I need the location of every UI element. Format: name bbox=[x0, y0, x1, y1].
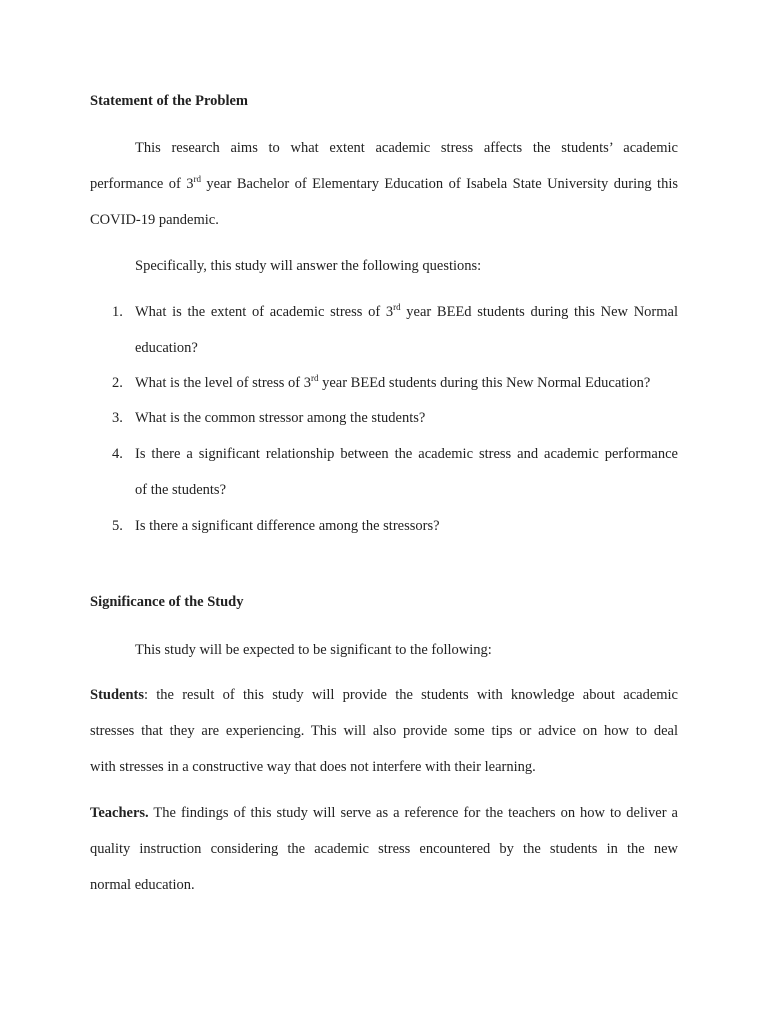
students-paragraph bbox=[90, 677, 678, 785]
question-number: 5. bbox=[112, 518, 123, 534]
students-line-3: with stresses in a constructive way that does not interfere with their learning. bbox=[90, 759, 536, 775]
question-text: Is there a significant relationship between the academic stress and academic performance of the students? bbox=[135, 446, 678, 498]
teachers-line-2: quality instruction considering the academic stress encountered by the students in the new bbox=[90, 841, 678, 857]
teachers-line-1: Teachers. The findings of this study will serve as a reference for the teachers on how to deliver a bbox=[90, 805, 678, 821]
question-number: 2. bbox=[112, 375, 123, 391]
students-line-1: Students: the result of this study will provide the students with knowledge about academic bbox=[90, 687, 678, 703]
question-text: What is the extent of academic stress of 3rd year BEEd students during this New Normal education? bbox=[135, 302, 678, 356]
statement-line-1: This research aims to what extent academic stress affects the students’ academic bbox=[135, 140, 678, 156]
students-line-2: stresses that they are experiencing. This will also provide some tips or advice on how to deal bbox=[90, 723, 678, 739]
teachers-line-3: normal education. bbox=[90, 877, 195, 893]
question-number: 1. bbox=[112, 304, 123, 320]
students-label: Students bbox=[90, 687, 144, 703]
questions-intro: Specifically, this study will answer the following questions: bbox=[135, 258, 482, 274]
section-heading-significance: Significance of the Study bbox=[90, 594, 244, 610]
statement-line-3: COVID-19 pandemic. bbox=[90, 212, 219, 228]
section-heading-statement-of-problem: Statement of the Problem bbox=[90, 93, 248, 109]
question-number: 3. bbox=[112, 410, 123, 426]
question-text: What is the level of stress of 3rd year BEEd students during this New Normal Education? bbox=[135, 373, 651, 391]
document-page bbox=[90, 0, 678, 1024]
teachers-paragraph bbox=[90, 795, 678, 903]
question-text: What is the common stressor among the students? bbox=[135, 410, 426, 426]
teachers-label: Teachers. bbox=[90, 805, 149, 821]
statement-line-2: performance of 3rd year Bachelor of Elementary Education of Isabela State University during this bbox=[90, 174, 678, 192]
significance-intro: This study will be expected to be significant to the following: bbox=[135, 642, 492, 658]
statement-paragraph bbox=[90, 130, 678, 238]
question-number: 4. bbox=[112, 446, 123, 462]
question-text: Is there a significant difference among the stressors? bbox=[135, 518, 440, 534]
